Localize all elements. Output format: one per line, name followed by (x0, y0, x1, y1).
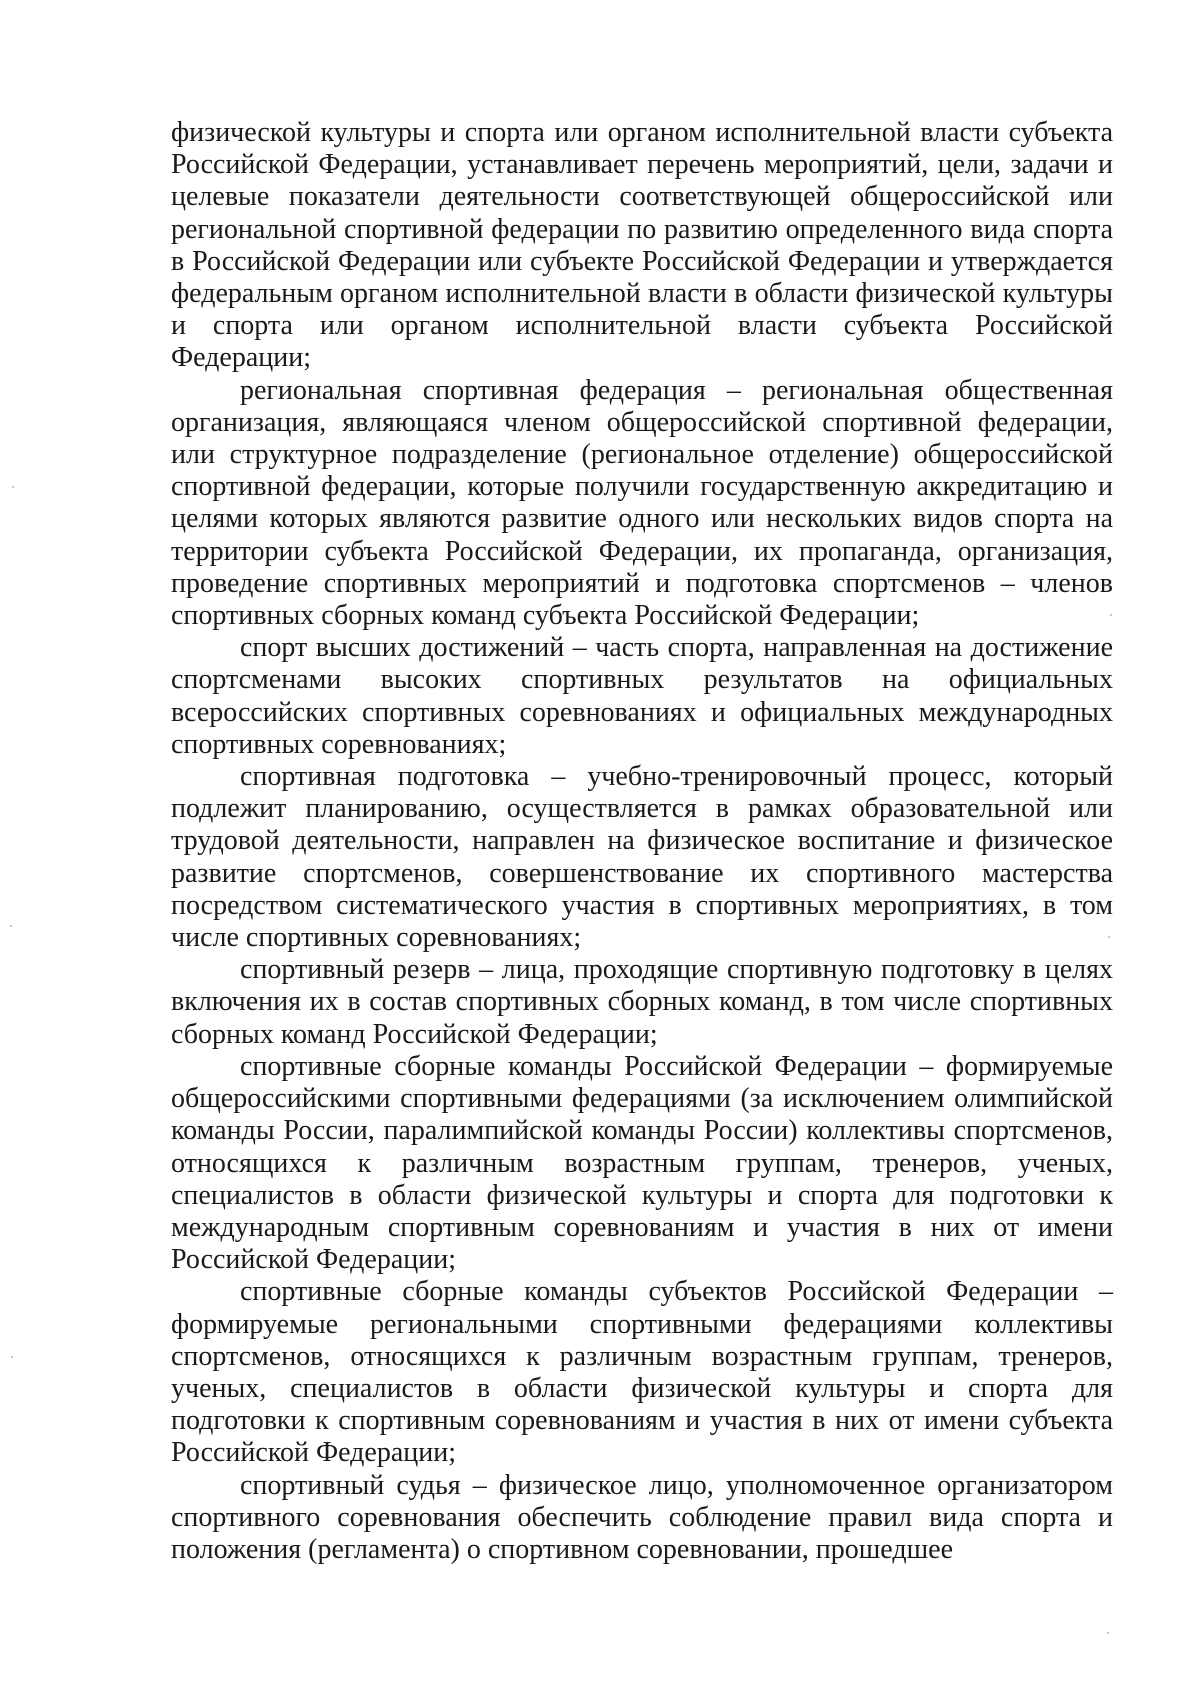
scan-speck (1107, 1632, 1109, 1634)
scan-speck (1110, 614, 1112, 616)
paragraph-regional-federation: региональная спортивная федерация – региональная общественная организация, являющаяся членом общероссийской спортивной федерации, или структурное подразделение (региональное отделение) общероссийской спортивной федерации, которые получили государственную аккредитацию и целями которых являются развитие одного или нескольких видов спорта на территории субъекта Российской Федерации, их пропаганда, организация, проведение спортивных мероприятий и подготовка спортсменов – членов спортивных сборных команд субъекта Российской Федерации; (171, 374, 1113, 632)
paragraph-regional-teams: спортивные сборные команды субъектов Российской Федерации – формируемые региональными спортивными федерациями коллективы спортсменов, относящихся к различным возрастным группам, тренеров, ученых, специалистов в области физической культуры и спорта для подготовки к спортивным соревнованиям и участия в них от имени субъекта Российской Федерации; (171, 1276, 1113, 1469)
document-body (171, 117, 1113, 1566)
paragraph-high-performance-sport: спорт высших достижений – часть спорта, направленная на достижение спортсменами высоких спортивных результатов на официальных всероссийских спортивных соревнованиях и официальных международных спортивных соревнованиях; (171, 632, 1113, 760)
paragraph-sports-reserve: спортивный резерв – лица, проходящие спортивную подготовку в целях включения их в состав спортивных сборных команд, в том числе спортивных сборных команд Российской Федерации; (171, 954, 1113, 1050)
paragraph-sports-training: спортивная подготовка – учебно-тренировочный процесс, который подлежит планированию, осуществляется в рамках образовательной или трудовой деятельности, направлен на физическое воспитание и физическое развитие спортсменов, совершенствование их спортивного мастерства посредством систематического участия в спортивных мероприятиях, в том числе спортивных соревнованиях; (171, 761, 1113, 954)
scan-speck (10, 925, 12, 927)
paragraph-national-teams: спортивные сборные команды Российской Федерации – формируемые общероссийскими спортивными федерациями (за исключением олимпийской команды России, паралимпийской команды России) коллективы спортсменов, относящихся к различным возрастным группам, тренеров, ученых, специалистов в области физической культуры и спорта для подготовки к международным спортивным соревнованиям и участия в них от имени Российской Федерации; (171, 1050, 1113, 1276)
paragraph-continuation: физической культуры и спорта или органом исполнительной власти субъекта Российской Федерации, устанавливает перечень мероприятий, цели, задачи и целевые показатели деятельности соответствующей общероссийской или региональной спортивной федерации по развитию определенного вида спорта в Российской Федерации или субъекте Российской Федерации и утверждается федеральным органом исполнительной власти в области физической культуры и спорта или органом исполнительной власти субъекта Российской Федерации; (171, 117, 1113, 374)
paragraph-sports-judge: спортивный судья – физическое лицо, уполномоченное организатором спортивного соревнования обеспечить соблюдение правил вида спорта и положения (регламента) о спортивном соревновании, прошедшее (171, 1469, 1113, 1565)
scan-speck (1108, 936, 1110, 938)
scan-speck (11, 1356, 13, 1358)
scan-speck (12, 486, 14, 488)
